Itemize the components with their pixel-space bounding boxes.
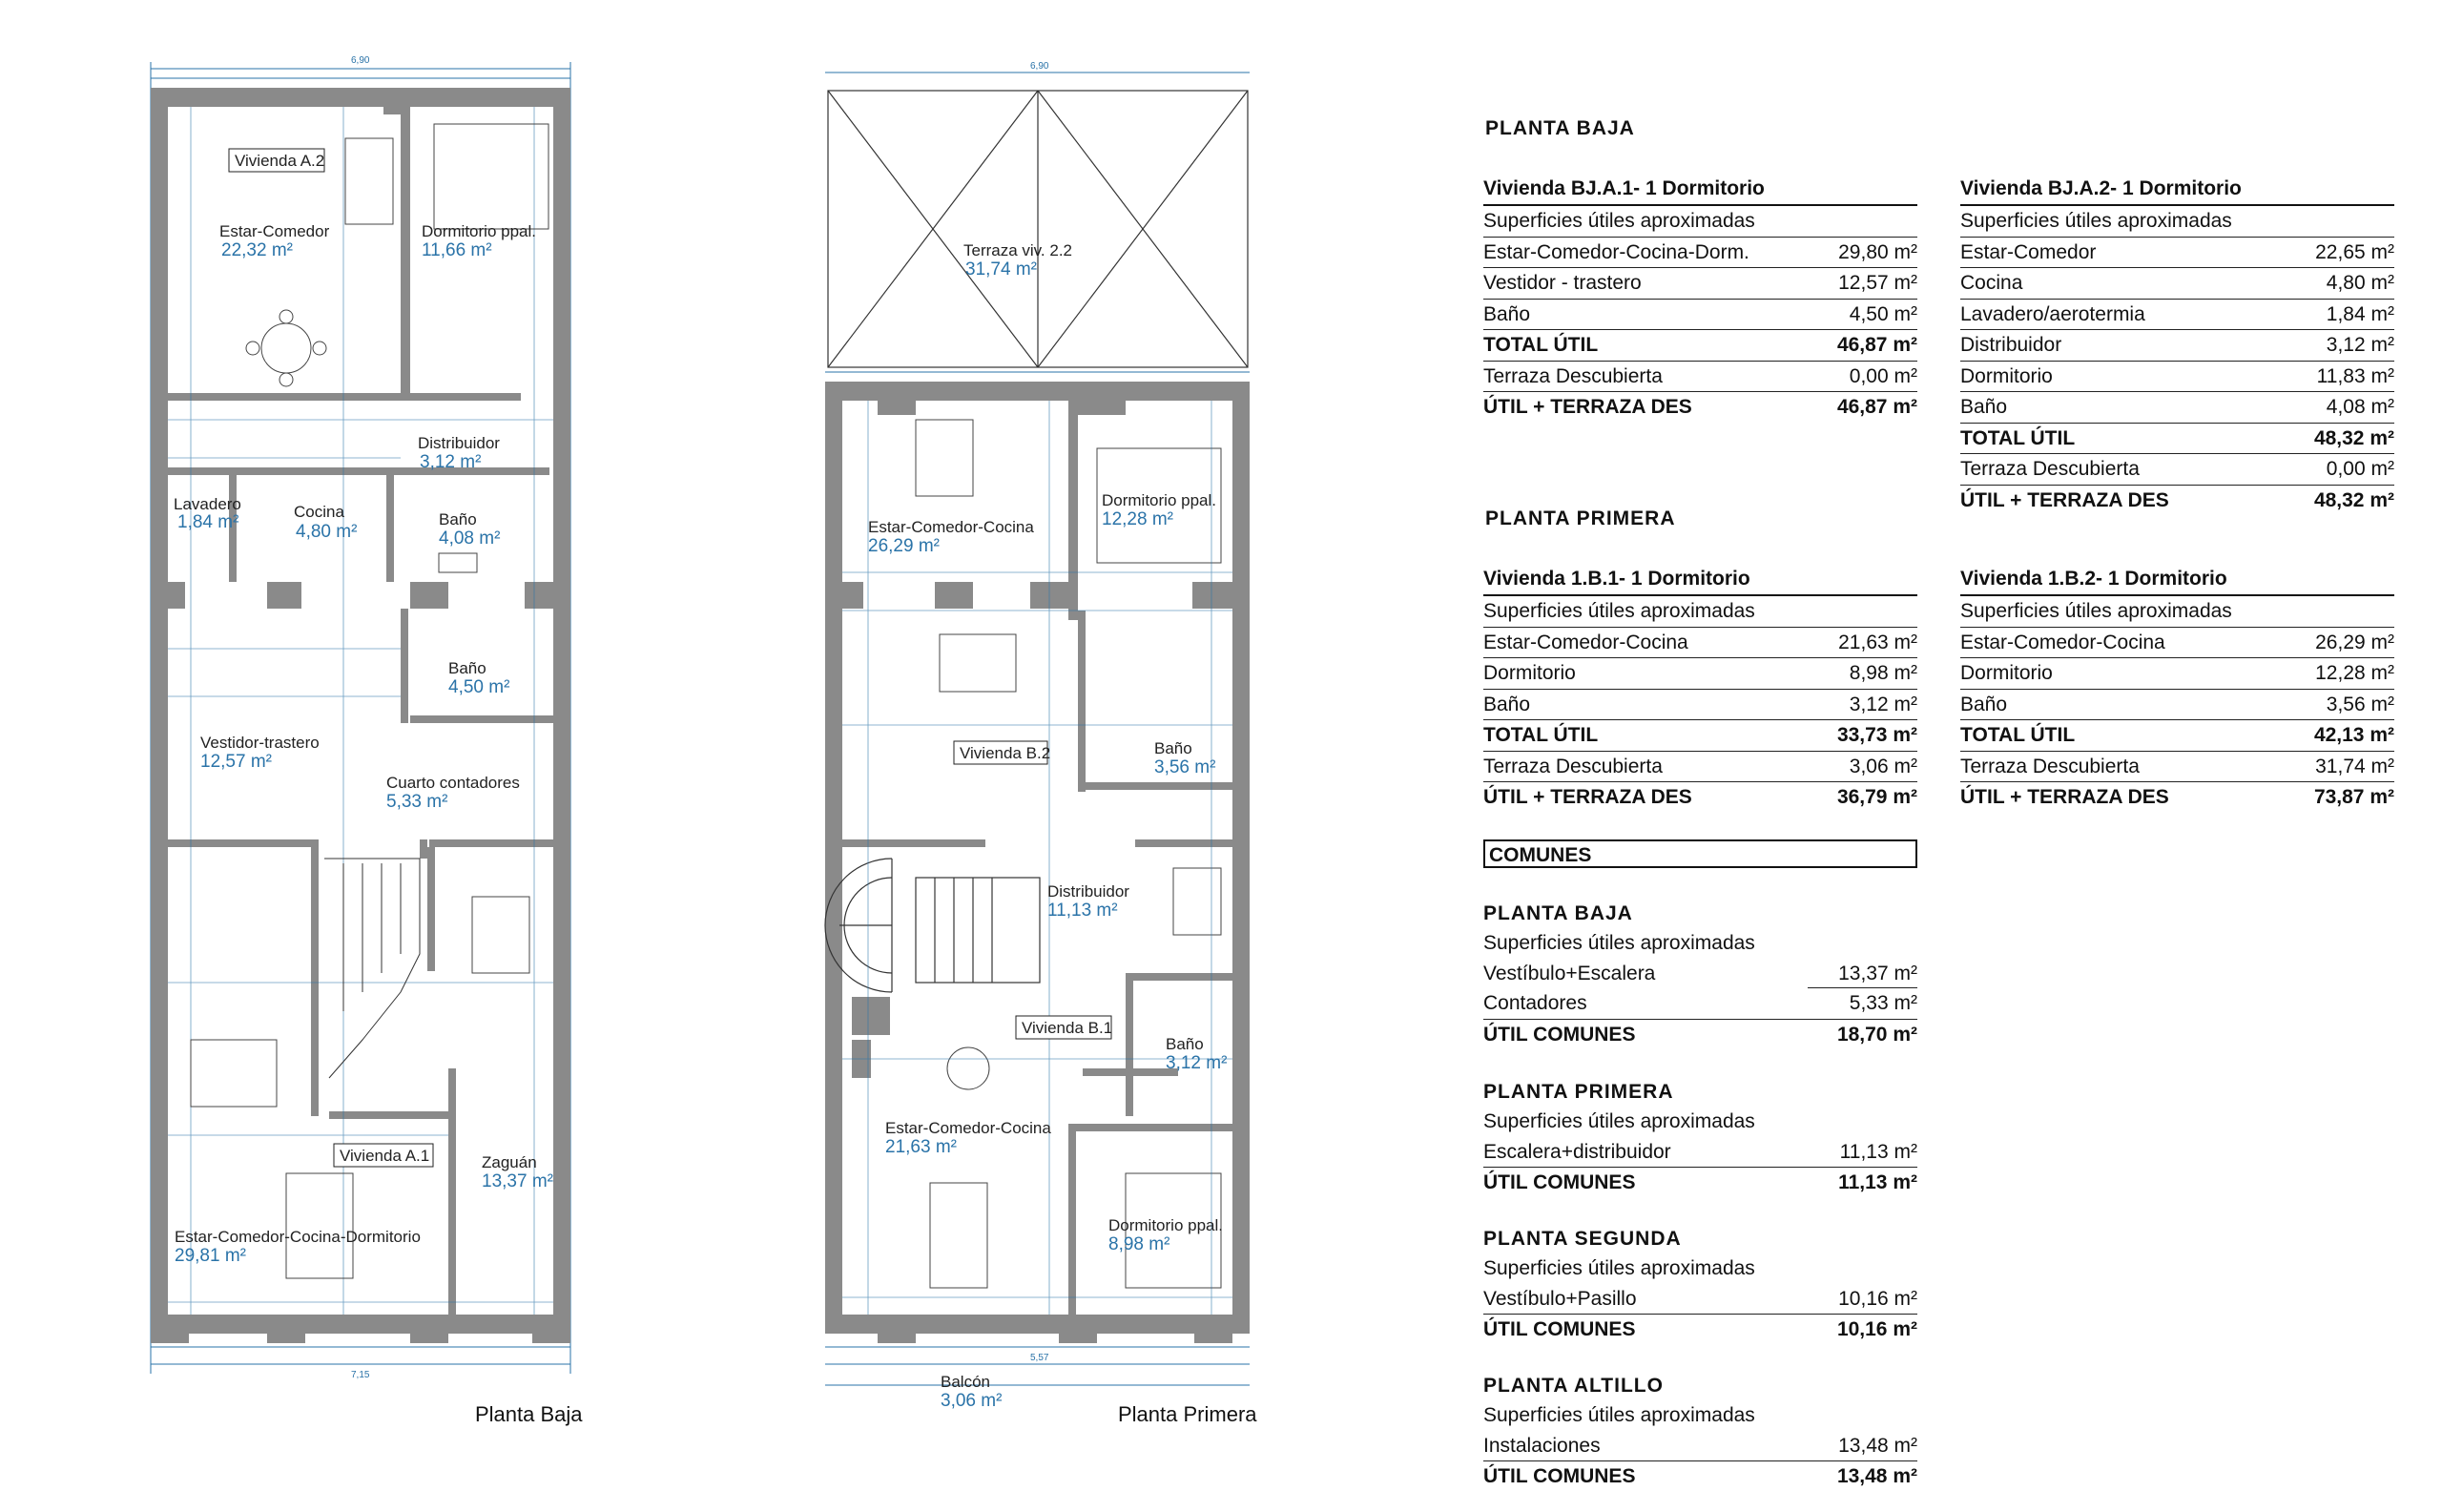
room-name-bano-b1: Baño [1166,1035,1204,1053]
table-row: Terraza Descubierta 0,00 m² [1483,362,1917,393]
room-area-dormitorio-ppal: 11,66 m² [422,240,492,260]
dim-bottom-total-baja: 7,15 [351,1370,370,1380]
room-area-estar-comedor-cocina-b1: 21,63 m² [885,1137,957,1157]
dim-top-total-baja: 6,90 [351,55,370,66]
table-subtitle: Superficies útiles aproximadas [1483,596,1917,628]
table-vivienda-1b2 [1960,565,2394,813]
table-row: Estar-Comedor-Cocina 26,29 m² [1960,628,2394,659]
table-row: Dormitorio 12,28 m² [1960,658,2394,690]
table-subtitle: Superficies útiles aproximadas [1483,1404,1755,1426]
table-title: PLANTA ALTILLO [1483,1375,1664,1397]
room-area-zaguan: 13,37 m² [482,1171,553,1191]
room-name-vivienda-b1: Vivienda B.1 [1022,1019,1113,1037]
table-title: Vivienda BJ.A.2- 1 Dormitorio [1960,175,2394,206]
table-row-total-terraza: ÚTIL + TERRAZA DES 36,79 m² [1483,786,1917,808]
table-row-total: TOTAL ÚTIL 48,32 m² [1960,424,2394,455]
room-name-estar-comedor: Estar-Comedor [219,222,330,240]
table-subtitle: Superficies útiles aproximadas [1483,932,1755,954]
room-area-terraza-viv-2-2: 31,74 m² [965,259,1037,280]
table-row: Baño 3,56 m² [1960,690,2394,721]
table-comunes-planta-segunda [1483,1225,1917,1345]
table-title: Vivienda BJ.A.1- 1 Dormitorio [1483,175,1917,206]
room-area-balcon: 3,06 m² [941,1391,1003,1411]
room-area-dormitorio-ppal-b1: 8,98 m² [1108,1234,1170,1254]
room-name-estar-comedor-cocina-b1: Estar-Comedor-Cocina [885,1119,1051,1137]
table-row: Terraza Descubierta 0,00 m² [1960,454,2394,486]
table-row-total: TOTAL ÚTIL 46,87 m² [1483,330,1917,362]
room-name-vivienda-a1: Vivienda A.1 [340,1147,430,1165]
room-name-bano-a2: Baño [439,510,477,528]
section-title-comunes: COMUNES [1483,839,1917,868]
room-name-bano-a1: Baño [448,659,486,677]
room-area-bano-a1: 4,50 m² [448,677,510,697]
table-comunes-planta-baja [1483,900,1917,1049]
table-title: PLANTA BAJA [1483,902,1633,924]
room-name-cocina: Cocina [294,503,344,521]
room-area-distribuidor-p1: 11,13 m² [1047,901,1118,921]
section-title-planta-baja: PLANTA BAJA [1485,117,1635,139]
table-row: Distribuidor 3,12 m² [1960,330,2394,362]
table-row: Vestíbulo+Pasillo 10,16 m² [1483,1284,1917,1315]
table-subtitle: Superficies útiles aproximadas [1960,206,2394,238]
table-vivienda-bja2 [1960,175,2394,515]
room-name-distribuidor-p1: Distribuidor [1047,882,1129,901]
room-name-dormitorio-ppal: Dormitorio ppal. [422,222,536,240]
table-row: Baño 3,12 m² [1483,690,1917,721]
table-vivienda-1b1 [1483,565,1917,813]
plan-label-planta-primera: Planta Primera [1118,1402,1257,1426]
room-area-estar-comedor-cocina-b2: 26,29 m² [868,536,940,556]
table-row: Baño 4,08 m² [1960,392,2394,424]
table-row: Terraza Descubierta 3,06 m² [1483,752,1917,783]
table-row-total: TOTAL ÚTIL 42,13 m² [1960,720,2394,752]
table-row: Escalera+distribuidor 11,13 m² [1483,1137,1917,1169]
room-name-dormitorio-ppal-b1: Dormitorio ppal. [1108,1216,1223,1234]
table-row-total-terraza: ÚTIL + TERRAZA DES 48,32 m² [1960,488,2394,511]
table-subtitle: Superficies útiles aproximadas [1483,1257,1755,1279]
room-name-cuarto-contadores: Cuarto contadores [386,774,520,792]
room-area-bano-b2: 3,56 m² [1154,757,1216,777]
room-area-estar-comedor-cocina-dormitorio: 29,81 m² [175,1246,246,1266]
room-name-balcon: Balcón [941,1373,990,1391]
room-area-lavadero: 1,84 m² [177,512,239,532]
room-name-bano-b2: Baño [1154,739,1192,757]
table-row: Cocina 4,80 m² [1960,268,2394,300]
room-name-dormitorio-ppal-b2: Dormitorio ppal. [1102,491,1216,509]
room-name-lavadero: Lavadero [174,495,241,513]
table-row-total: ÚTIL COMUNES 11,13 m² [1483,1171,1917,1193]
table-row-total: ÚTIL COMUNES 10,16 m² [1483,1318,1917,1340]
room-name-estar-comedor-cocina-dormitorio: Estar-Comedor-Cocina-Dormitorio [175,1228,421,1246]
table-title: PLANTA SEGUNDA [1483,1228,1682,1250]
room-area-vestidor-trastero: 12,57 m² [200,752,272,772]
room-name-vivienda-a2: Vivienda A.2 [235,152,325,170]
table-title: PLANTA PRIMERA [1483,1081,1674,1103]
table-row: Estar-Comedor 22,65 m² [1960,238,2394,269]
table-row: Baño 4,50 m² [1483,300,1917,331]
dim-top-total-primera: 6,90 [1030,61,1049,72]
room-name-estar-comedor-cocina-b2: Estar-Comedor-Cocina [868,518,1034,536]
table-row-total: TOTAL ÚTIL 33,73 m² [1483,720,1917,752]
room-area-bano-a2: 4,08 m² [439,528,501,549]
table-row: Estar-Comedor-Cocina 21,63 m² [1483,628,1917,659]
dim-bottom-total-primera: 5,57 [1030,1353,1049,1363]
table-title: Vivienda 1.B.2- 1 Dormitorio [1960,565,2394,596]
table-row: Estar-Comedor-Cocina-Dorm. 29,80 m² [1483,238,1917,269]
table-row-total: ÚTIL COMUNES 18,70 m² [1483,1023,1917,1046]
room-name-vestidor-trastero: Vestidor-trastero [200,734,320,752]
table-title: Vivienda 1.B.1- 1 Dormitorio [1483,565,1917,596]
table-comunes-planta-altillo [1483,1372,1917,1492]
table-row-total: ÚTIL COMUNES 13,48 m² [1483,1465,1917,1487]
table-row: Contadores 5,33 m² [1483,988,1917,1020]
table-row-total-terraza: ÚTIL + TERRAZA DES 46,87 m² [1483,396,1917,418]
planta-primera-plan [825,61,1250,1411]
room-area-cuarto-contadores: 5,33 m² [386,792,448,812]
section-title-planta-primera: PLANTA PRIMERA [1485,507,1676,529]
room-area-distribuidor: 3,12 m² [420,452,482,472]
table-row: Instalaciones 13,48 m² [1483,1431,1917,1462]
table-row-total-terraza: ÚTIL + TERRAZA DES 73,87 m² [1960,786,2394,808]
table-row: Terraza Descubierta 31,74 m² [1960,752,2394,783]
room-name-distribuidor: Distribuidor [418,434,500,452]
table-row: Lavadero/aerotermia 1,84 m² [1960,300,2394,331]
room-area-dormitorio-ppal-b2: 12,28 m² [1102,509,1173,529]
room-name-vivienda-b2: Vivienda B.2 [960,744,1051,762]
room-area-estar-comedor: 22,32 m² [221,240,293,260]
table-vivienda-bja1 [1483,175,1917,423]
table-subtitle: Superficies útiles aproximadas [1483,206,1917,238]
table-row: Vestíbulo+Escalera 13,37 m² [1483,959,1917,989]
planta-baja-plan [151,55,570,1380]
table-row: Dormitorio 11,83 m² [1960,362,2394,393]
plan-label-planta-baja: Planta Baja [475,1402,583,1426]
table-subtitle: Superficies útiles aproximadas [1483,1110,1755,1132]
room-name-zaguan: Zaguán [482,1153,537,1171]
table-comunes-planta-primera [1483,1078,1917,1198]
table-row: Dormitorio 8,98 m² [1483,658,1917,690]
room-area-bano-b1: 3,12 m² [1166,1053,1228,1073]
room-name-terraza-viv-2-2: Terraza viv. 2.2 [963,241,1073,259]
table-subtitle: Superficies útiles aproximadas [1960,596,2394,628]
table-row: Vestidor - trastero 12,57 m² [1483,268,1917,300]
room-area-cocina: 4,80 m² [296,522,358,542]
